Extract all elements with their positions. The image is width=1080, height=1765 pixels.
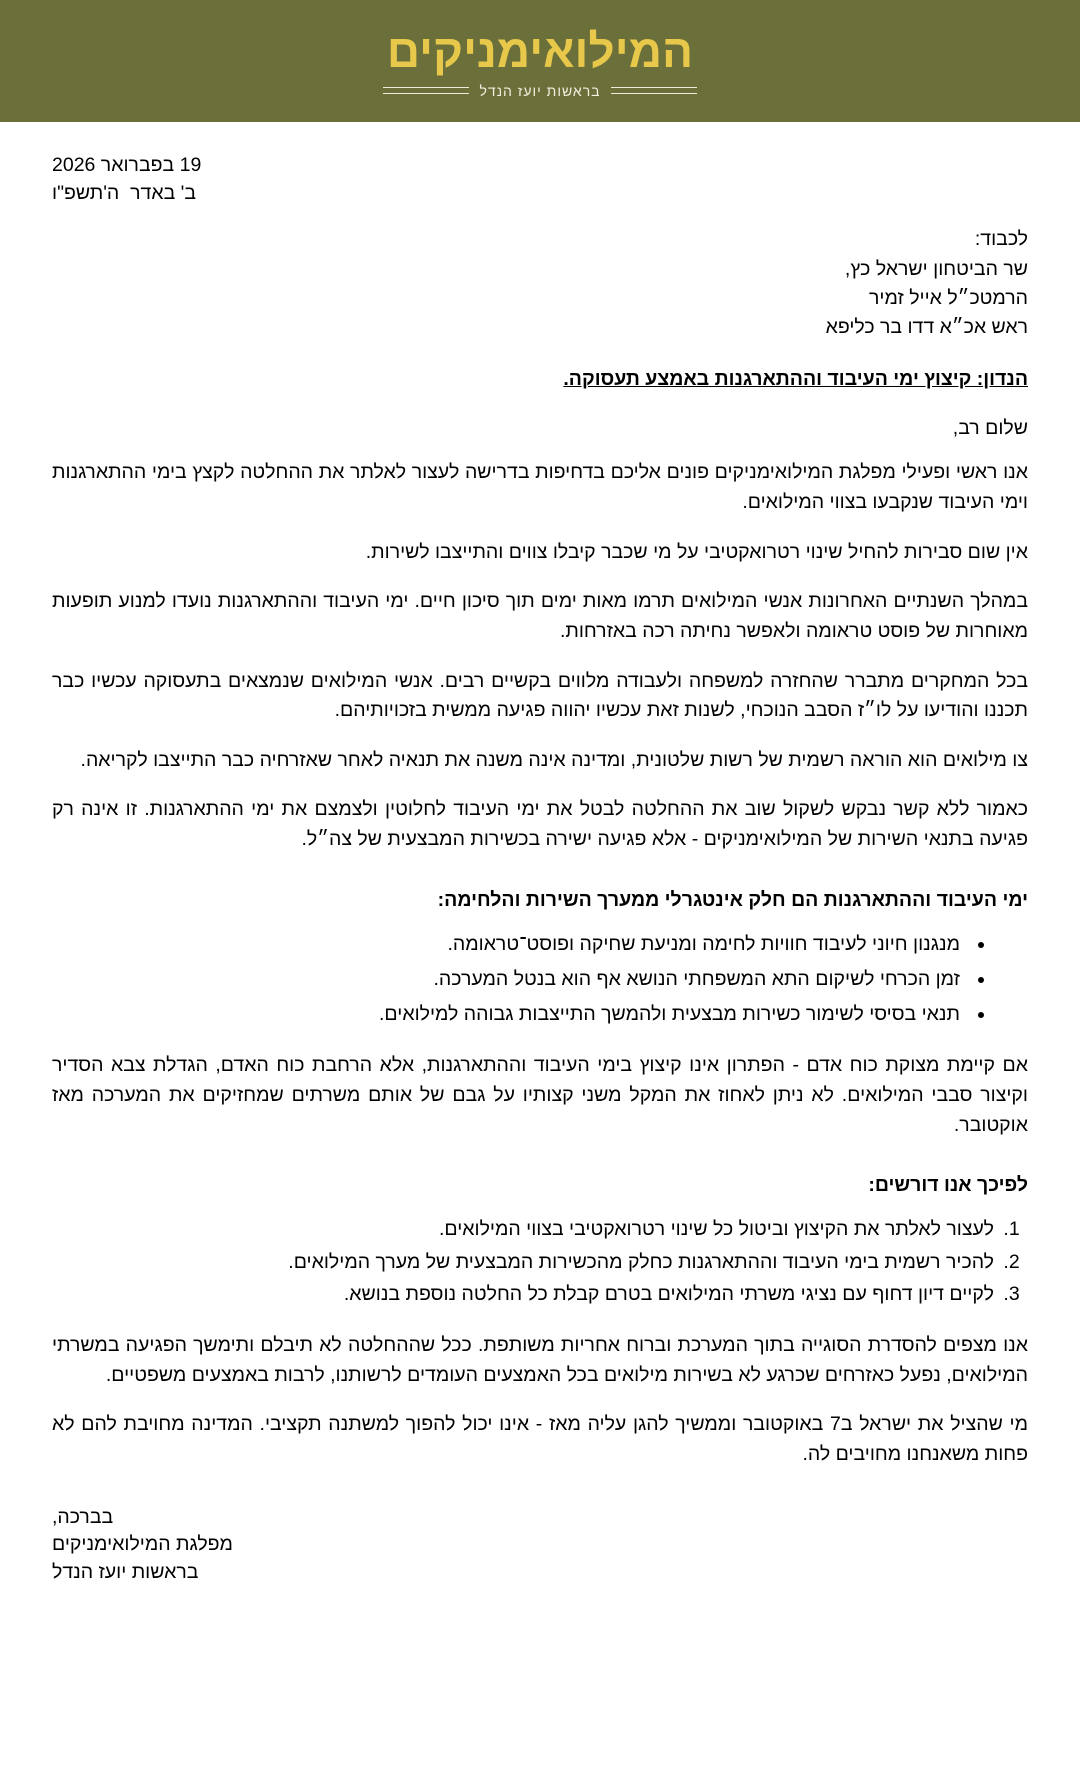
date-block: [52, 152, 1028, 207]
closing-paragraph: מי שהציל את ישראל ב7 באוקטובר וממשיך להגן עליה מאז - אינו יכול להפוך למשתנה תקציבי. המדינה מחויבת להם לא פחות משאנחנו מחויבים לה.: [52, 1413, 1028, 1465]
addressee-line-1: שר הביטחון ישראל כץ,: [844, 257, 1028, 280]
body-paragraph: במהלך השנתיים האחרונות אנשי המילואים תרמו מאות ימים תוך סיכון חיים. ימי העיבוד וההתארגנות נועדו למנוע תופעות מאוחרות של פוסט טראומה ולאפשר נחיתה רכה באזרחות.: [52, 590, 1028, 642]
addressee-block: [52, 225, 1028, 342]
letterhead-banner: [0, 0, 1080, 122]
addressee-line-3: ראש אכ״א דדו בר כליפא: [825, 316, 1028, 339]
list-item: 2. להכיר רשמית בימי העיבוד וההתארגנות כחלק מהכשירות המבצעית של מערך המילואים.: [52, 1248, 998, 1277]
list-item: • זמן הכרחי לשיקום התא המשפחתי הנושא אף הוא בנטל המערכה.: [52, 965, 966, 994]
logo-rule-left: [383, 87, 469, 94]
list-item: 1. לעצור לאלתר את הקיצוץ וביטול כל שינוי רטרואקטיבי בצווי המילואים.: [52, 1215, 998, 1244]
signature-closing: בברכה,: [52, 1505, 114, 1528]
closing-paragraph: אנו מצפים להסדרת הסוגייה בתוך המערכת וברוח אחריות משותפת. ככל שההחלטה לא תיבלם ותימשך הפגיעה במשרתי המילואים, נפעל כאזרחים שכרגע לא בשירות מילואים בכל האמצעים העומדים לרשותנו, לרבות באמצעים משפטיים.: [52, 1334, 1028, 1386]
gregorian-date: 19 בפברואר 2026: [52, 154, 202, 176]
logo-subtitle-row: [383, 83, 696, 99]
body-paragraph: אין שום סבירות להחיל שינוי רטרואקטיבי על מי שכבר קיבלו צווים והתייצבו לשירות.: [365, 540, 1028, 563]
list-item: 3. לקיים דיון דחוף עם נציגי משרתי המילואים בטרם קבלת כל החלטה נוספת בנושא.: [52, 1280, 998, 1309]
demands-heading: לפיכך אנו דורשים:: [868, 1174, 1028, 1197]
letter-content: [0, 122, 1080, 1627]
list-item: • מנגנון חיוני לעיבוד חוויות לחימה ומניעת שחיקה ופוסט־טראומה.: [52, 930, 966, 959]
logo-rule-right: [611, 87, 697, 94]
list-item: • תנאי בסיסי לשימור כשירות מבצעית ולהמשך התייצבות גבוהה למילואים.: [52, 1000, 966, 1029]
benefits-bullet-list: [52, 930, 1028, 1030]
body-paragraph: כאמור ללא קשר נבקש לשקול שוב את ההחלטה לבטל את ימי העיבוד לחלוטין ולצמצם את ימי ההתארגנות. זו אינה רק פגיעה בתנאי השירות של המילואימניקים - אלא פגיעה ישירה בכשירות המבצעית של צה״ל.: [52, 798, 1028, 850]
subject-line: הנדון: קיצוץ ימי העיבוד וההתארגנות באמצע תעסוקה.: [563, 368, 1028, 391]
section-heading: ימי העיבוד וההתארגנות הם חלק אינטגרלי ממערך השירות והלחימה:: [437, 888, 1028, 911]
hebrew-date: ב' באדר ה'תשפ"ו: [52, 181, 197, 204]
addressee-salutation: לכבוד:: [974, 228, 1028, 251]
signature-leader: בראשות יועז הנדל: [52, 1560, 199, 1583]
logo-subtitle: בראשות יועז הנדל: [479, 82, 601, 99]
signature-organization: מפלגת המילואימניקים: [52, 1533, 233, 1556]
signature-block: [52, 1504, 1028, 1587]
organization-logo-text: המילואימניקים: [386, 25, 694, 78]
post-bullets-paragraph: אם קיימת מצוקת כוח אדם - הפתרון אינו קיצוץ בימי העיבוד וההתארגנות, אלא הרחבת כוח האדם, הגדלת צבא הסדיר וקיצור סבבי המילואים. לא ניתן לאחוז את המקל משני קצותיו על גבם של אותם משרתים שמחזיקים את המערכה מאז אוקטובר.: [52, 1054, 1028, 1136]
body-paragraph: בכל המחקרים מתברר שהחזרה למשפחה ולעבודה מלווים בקשיים רבים. אנשי המילואים שנמצאים בתעסוקה עכשיו כבר תכננו והודיעו על לו״ז הסבב הנוכחי, לשנות זאת עכשיו יהווה פגיעה ממשית בזכויותיהם.: [52, 669, 1028, 722]
body-paragraph: צו מילואים הוא הוראה רשמית של רשות שלטונית, ומדינה אינה משנה את תנאיה לאחר שאזרחיה כבר התייצבו לקריאה.: [80, 748, 1028, 771]
body-paragraph: אנו ראשי ופעילי מפלגת המילואימניקים פונים אליכם בדחיפות בדרישה לעצור לאלתר את ההחלטה לקצץ בימי ההתארגנות וימי העיבוד שנקבעו בצווי המילואים.: [52, 461, 1028, 513]
greeting: שלום רב,: [952, 417, 1028, 440]
demands-list: [52, 1215, 1028, 1309]
addressee-line-2: הרמטכ״ל אייל זמיר: [869, 286, 1028, 309]
